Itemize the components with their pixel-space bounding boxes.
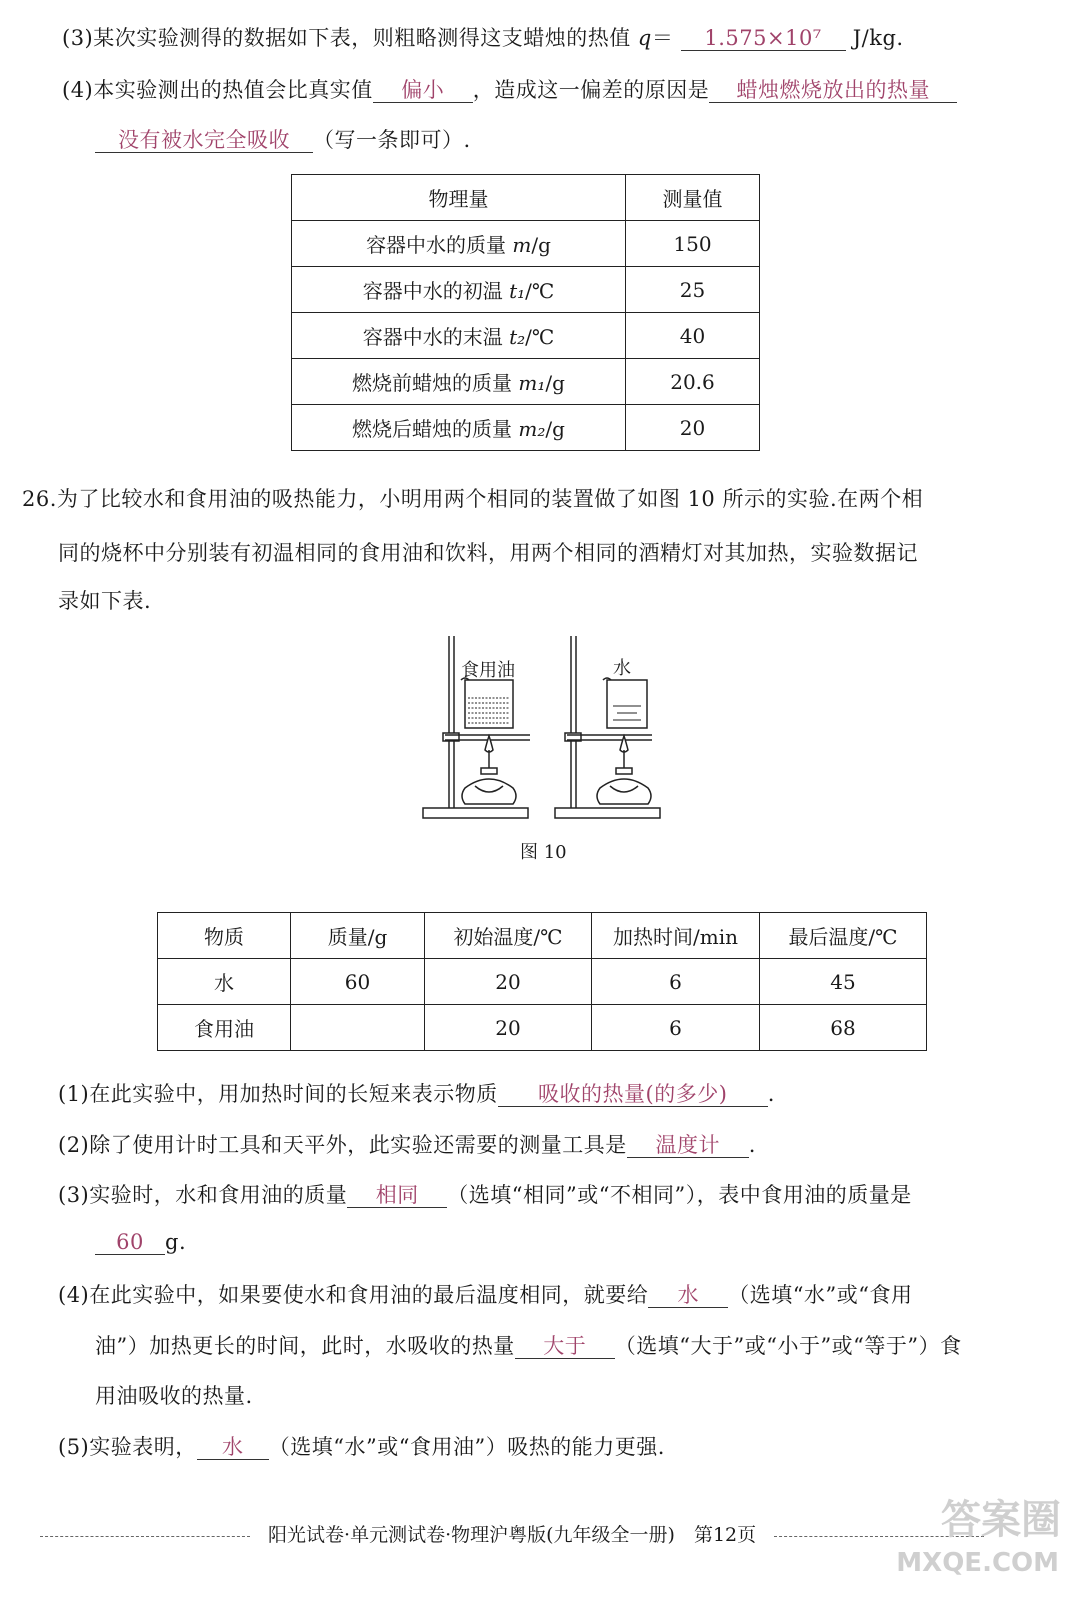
s4-answer1: 水 xyxy=(648,1284,728,1308)
q4-answer2b: 没有被水完全吸收 xyxy=(95,129,313,153)
table-cell: 20 xyxy=(425,959,592,1005)
measurement-table xyxy=(291,174,760,451)
q3-var: q xyxy=(637,26,652,50)
q26-line3: 录如下表. xyxy=(58,589,152,613)
table-row xyxy=(292,221,760,267)
s4-text2b: （选填“大于”或“小于”或“等于”）食 xyxy=(614,1334,962,1358)
table-header: 测量值 xyxy=(626,175,760,221)
s5-text: (5)实验表明， xyxy=(58,1435,197,1459)
table-cell: 20 xyxy=(425,1005,592,1051)
table-cell: 45 xyxy=(760,959,927,1005)
table-header-row xyxy=(292,175,760,221)
s4-line1 xyxy=(58,1279,912,1309)
table-cell: 容器中水的初温 t₁/℃ xyxy=(292,267,626,313)
table-cell: 6 xyxy=(592,1005,760,1051)
s1-text: (1)在此实验中，用加热时间的长短来表示物质 xyxy=(58,1082,498,1106)
table-cell: 燃烧后蜡烛的质量 m₂/g xyxy=(292,405,626,451)
table-row xyxy=(292,405,760,451)
q3-eq: ＝ xyxy=(651,26,674,50)
oil-label: 食用油 xyxy=(461,660,515,681)
water-label: 水 xyxy=(613,658,631,679)
table-cell: 20.6 xyxy=(626,359,760,405)
q4-text: (4)本实验测出的热值会比真实值 xyxy=(62,78,373,102)
watermark-url: MXQE.COM xyxy=(896,1548,1059,1578)
experiment-figure xyxy=(415,628,665,833)
table-row xyxy=(158,1005,927,1051)
footer-text: 阳光试卷·单元测试卷·物理沪粤版(九年级全一册) 第12页 xyxy=(268,1524,757,1546)
s3-line2 xyxy=(95,1230,186,1255)
experiment-data-table xyxy=(157,912,927,1051)
table-cell: 68 xyxy=(760,1005,927,1051)
table-cell: 60 xyxy=(291,959,425,1005)
s2-line xyxy=(58,1129,756,1159)
table-header: 初始温度/℃ xyxy=(425,913,592,959)
table-cell: 燃烧前蜡烛的质量 m₁/g xyxy=(292,359,626,405)
q26-line1: 26.为了比较水和食用油的吸热能力，小明用两个相同的装置做了如图 10 所示的实验.在两个相 xyxy=(22,487,924,511)
s1-answer: 吸收的热量(的多少) xyxy=(498,1083,768,1107)
q3-text: (3)某次实验测得的数据如下表，则粗略测得这支蜡烛的热值 xyxy=(62,26,638,50)
q4-line2 xyxy=(95,124,471,154)
table-header: 质量/g xyxy=(291,913,425,959)
table-cell: 6 xyxy=(592,959,760,1005)
s4-text2a: 油”）加热更长的时间，此时，水吸收的热量 xyxy=(95,1334,515,1358)
table-header: 最后温度/℃ xyxy=(760,913,927,959)
table-header-row xyxy=(158,913,927,959)
q26-line2: 同的烧杯中分别装有初温相同的食用油和饮料，用两个相同的酒精灯对其加热，实验数据记 xyxy=(58,541,918,565)
figure-caption: 图 10 xyxy=(520,842,567,863)
table-header: 物理量 xyxy=(292,175,626,221)
table-cell: 食用油 xyxy=(158,1005,291,1051)
s5-answer: 水 xyxy=(197,1436,269,1460)
table-row xyxy=(292,359,760,405)
s2-suffix: . xyxy=(748,1133,756,1157)
table-cell: 40 xyxy=(626,313,760,359)
s5-suffix: （选填“水”或“食用油”）吸热的能力更强. xyxy=(268,1435,665,1459)
q3-line xyxy=(62,22,904,52)
s4-text: (4)在此实验中，如果要使水和食用油的最后温度相同，就要给 xyxy=(58,1283,649,1307)
footer-divider-left xyxy=(40,1536,250,1537)
s3-line1 xyxy=(58,1179,912,1209)
s3-text: (3)实验时，水和食用油的质量 xyxy=(58,1183,348,1207)
table-header: 加热时间/min xyxy=(592,913,760,959)
q3-answer: 1.575×10⁷ xyxy=(681,27,846,51)
table-row xyxy=(292,313,760,359)
s2-answer: 温度计 xyxy=(627,1134,749,1158)
s1-line xyxy=(58,1078,775,1108)
table-cell: 25 xyxy=(626,267,760,313)
q4-mid: ，造成这一偏差的原因是 xyxy=(472,78,710,102)
table-cell xyxy=(291,1005,425,1051)
s4-mid1: （选填“水”或“食用 xyxy=(728,1283,913,1307)
q4-line1 xyxy=(62,74,957,104)
s5-line xyxy=(58,1431,665,1461)
s2-text: (2)除了使用计时工具和天平外，此实验还需要的测量工具是 xyxy=(58,1133,627,1157)
table-cell: 20 xyxy=(626,405,760,451)
s4-answer2: 大于 xyxy=(515,1335,615,1359)
q4-suffix: （写一条即可）. xyxy=(313,128,471,152)
s4-line2 xyxy=(95,1330,962,1360)
table-cell: 容器中水的质量 m/g xyxy=(292,221,626,267)
q4-answer1: 偏小 xyxy=(373,79,473,103)
page-footer xyxy=(40,1520,1040,1547)
s3-suffix: g. xyxy=(165,1230,187,1254)
s4-line3: 用油吸收的热量. xyxy=(95,1384,253,1408)
q4-answer2a: 蜡烛燃烧放出的热量 xyxy=(709,79,957,103)
table-row xyxy=(158,959,927,1005)
s3-mid: （选填“相同”或“不相同”），表中食用油的质量是 xyxy=(447,1183,912,1207)
s3-answer1: 相同 xyxy=(347,1184,447,1208)
table-row xyxy=(292,267,760,313)
table-header: 物质 xyxy=(158,913,291,959)
q3-unit: J/kg. xyxy=(852,26,904,50)
table-cell: 水 xyxy=(158,959,291,1005)
table-cell: 150 xyxy=(626,221,760,267)
watermark-logo: 答案圈 xyxy=(941,1497,1061,1543)
s1-suffix: . xyxy=(767,1082,775,1106)
table-cell: 容器中水的末温 t₂/℃ xyxy=(292,313,626,359)
s3-answer2: 60 xyxy=(95,1231,165,1255)
